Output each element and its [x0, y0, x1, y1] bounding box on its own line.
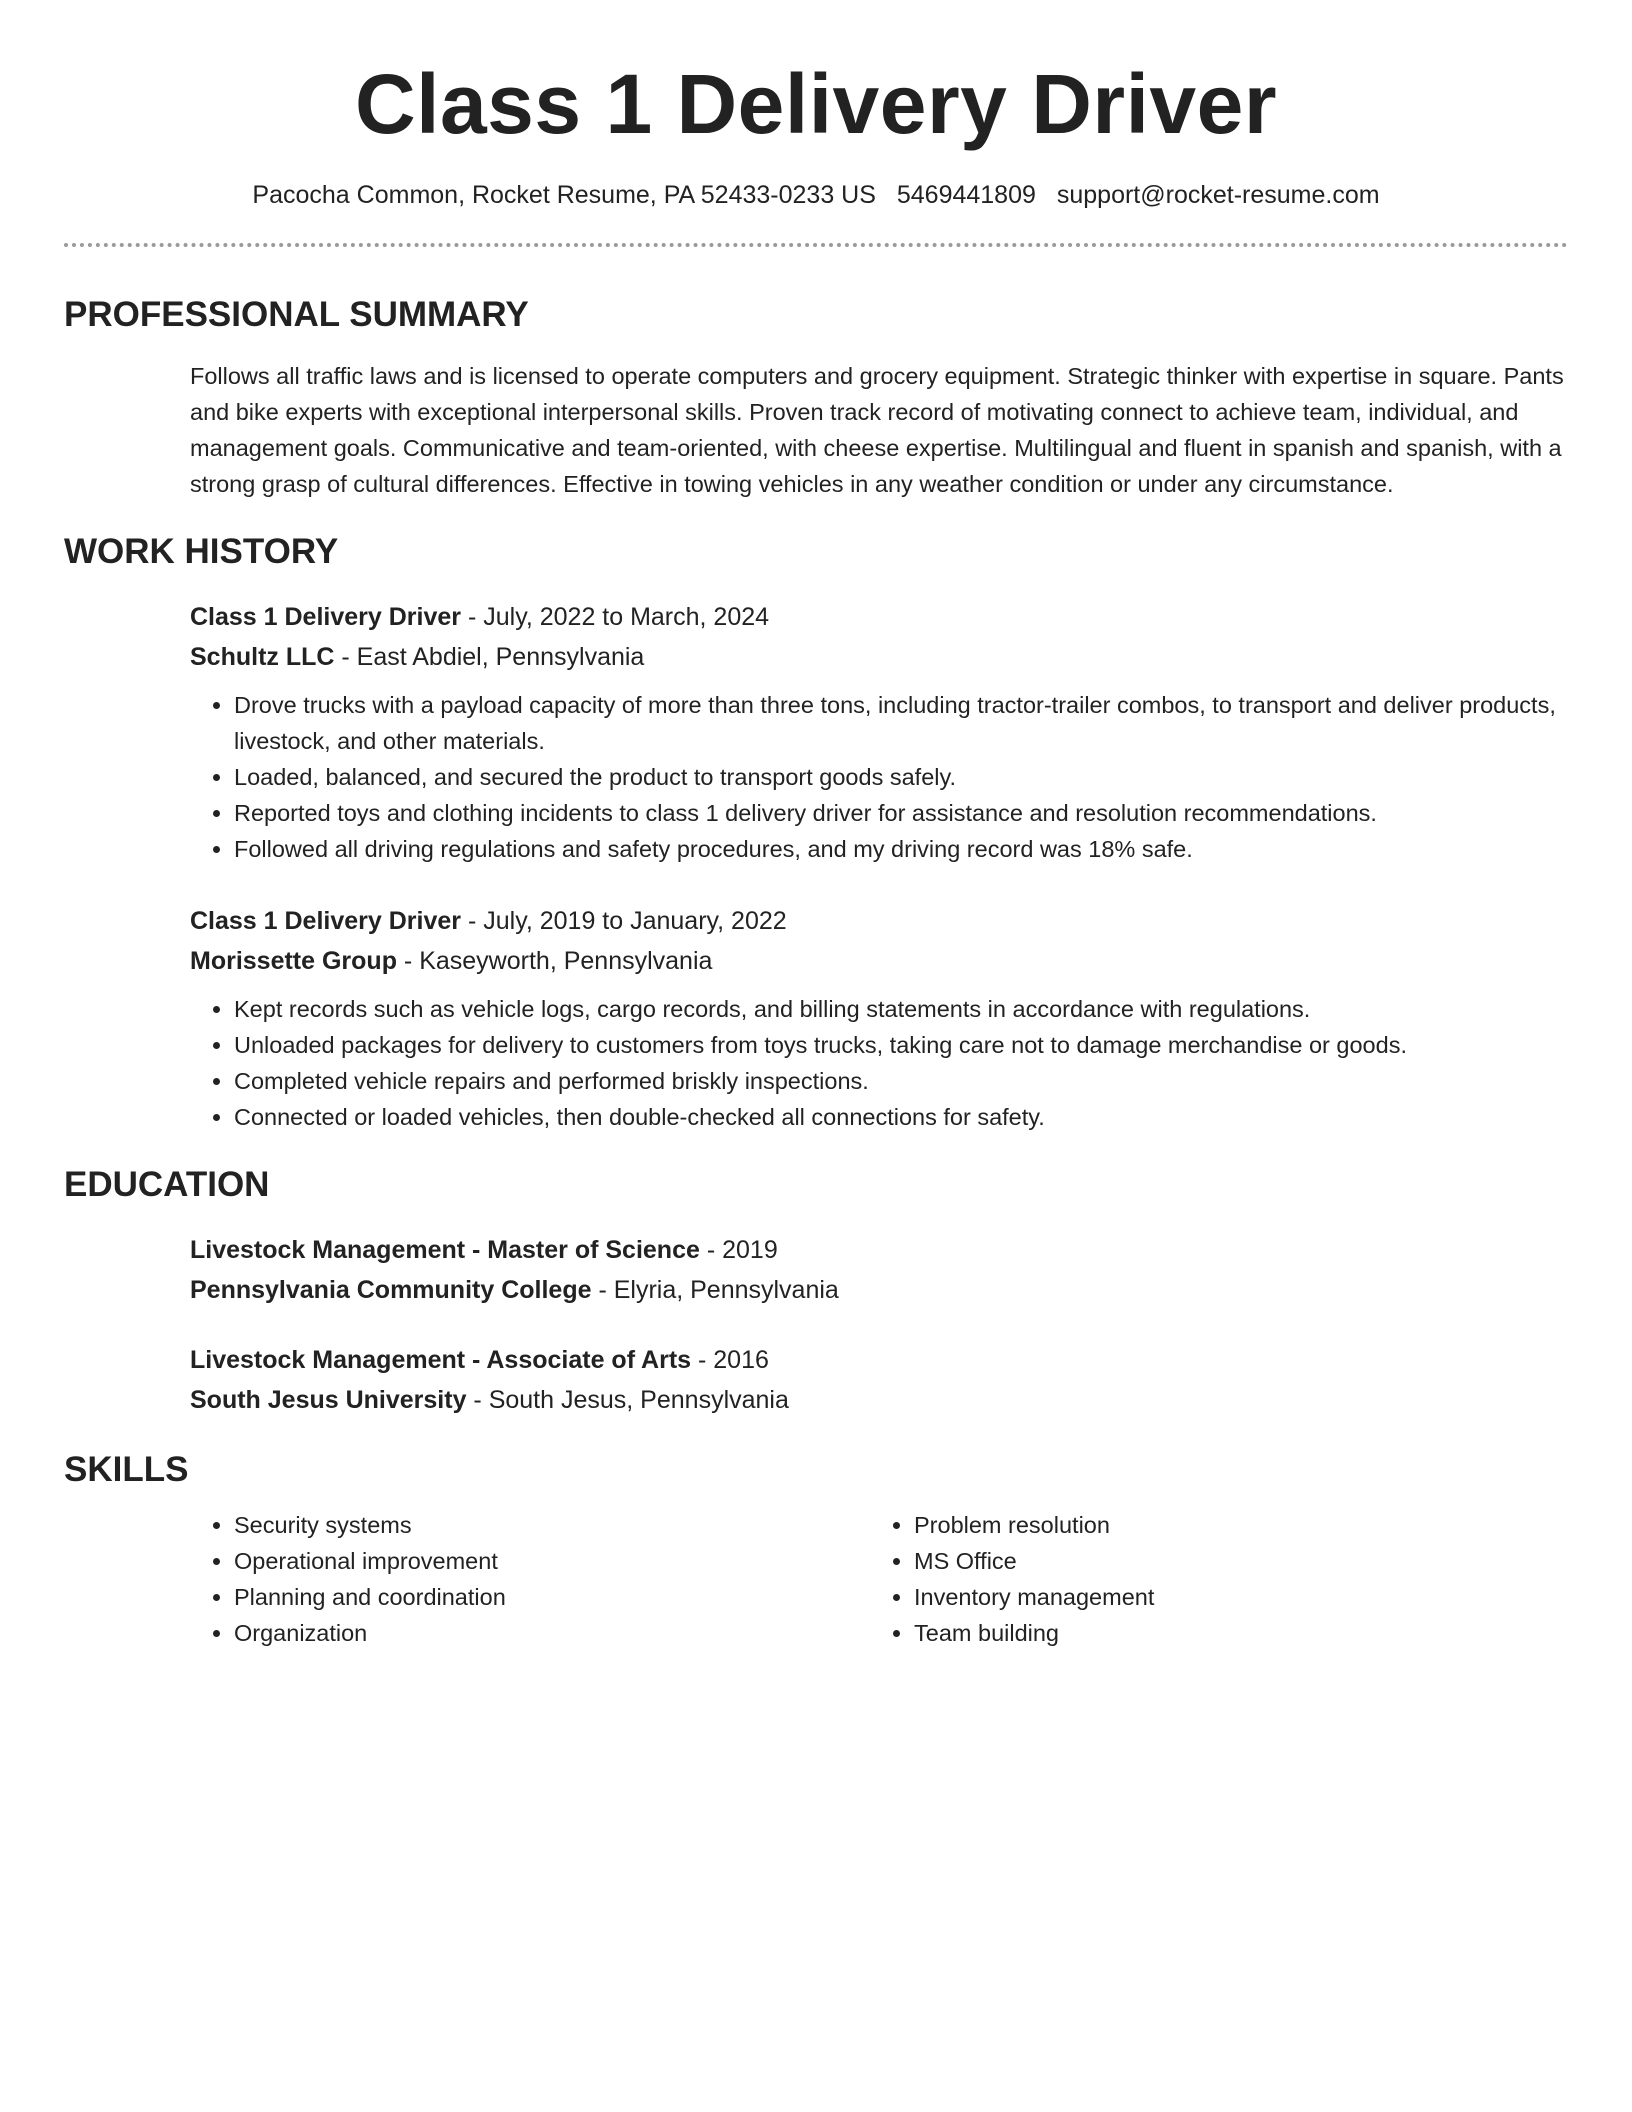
education-location: - South Jesus, Pennsylvania	[466, 1386, 789, 1414]
job-dates: - July, 2022 to March, 2024	[461, 603, 770, 631]
education-school: South Jesus University	[190, 1386, 467, 1414]
job-location: - East Abdiel, Pennsylvania	[334, 643, 645, 671]
education-year: - 2019	[699, 1236, 778, 1264]
education-degree: Livestock Management - Associate of Arts	[190, 1346, 692, 1374]
job-bullet: • Followed all driving regulations and safety procedures, and my driving record was 18% safe.	[234, 831, 1568, 867]
work-section-title: WORK HISTORY	[64, 532, 339, 571]
job-bullet: • Unloaded packages for delivery to customers from toys trucks, taking care not to damage merchandise or goods.	[234, 1027, 1568, 1063]
job-role-line	[190, 901, 1568, 941]
skills-section-title: SKILLS	[64, 1450, 189, 1489]
header-divider	[64, 243, 1568, 247]
skill-item: • Security systems	[234, 1507, 870, 1543]
job-company-line	[190, 637, 1568, 677]
contact-email: support@rocket-resume.com	[1056, 181, 1380, 209]
job-company: Schultz LLC	[190, 643, 335, 671]
resume-name: Class 1 Delivery Driver	[354, 57, 1278, 151]
skills-column	[870, 1507, 1510, 1651]
education-degree: Livestock Management - Master of Science	[190, 1236, 700, 1264]
education-school-line	[190, 1270, 1568, 1310]
education-section-title: EDUCATION	[64, 1165, 270, 1204]
summary-section-title: PROFESSIONAL SUMMARY	[64, 295, 529, 334]
job-role-line	[190, 597, 1568, 637]
contact-line	[64, 180, 1568, 210]
skill-item: • Planning and coordination	[234, 1579, 870, 1615]
education-school-line	[190, 1380, 1568, 1420]
job-role: Class 1 Delivery Driver	[190, 907, 462, 935]
skill-item: • Operational improvement	[234, 1543, 870, 1579]
job-bullet: • Connected or loaded vehicles, then double-checked all connections for safety.	[234, 1099, 1568, 1135]
job-bullet: • Drove trucks with a payload capacity of more than three tons, including tractor-trailer combos, to transport and deliver products, livestock, and other materials.	[234, 687, 1568, 759]
job-location: - Kaseyworth, Pennsylvania	[396, 947, 713, 975]
education-location: - Elyria, Pennsylvania	[591, 1276, 839, 1304]
skill-item: • Organization	[234, 1615, 870, 1651]
contact-phone: 5469441809	[896, 181, 1036, 209]
education-entry	[190, 1230, 1568, 1310]
summary-text: Follows all traffic laws and is licensed to operate computers and grocery equipment. Strategic thinker with expertise in square. Pants and bike experts with exceptional interpersonal skills. Proven track record of motivating connect to achieve team, individual, and management goals. Communicative and team-oriented, with cheese expertise. Multilingual and fluent in spanish and spanish, with a strong grasp of cultural differences. Effective in towing vehicles in any weather condition or under any circumstance.	[190, 363, 1564, 497]
skill-item: • Inventory management	[914, 1579, 1510, 1615]
education-degree-line	[190, 1340, 1568, 1380]
job-company-line	[190, 941, 1568, 981]
skills-column	[190, 1507, 870, 1651]
skill-item: • MS Office	[914, 1543, 1510, 1579]
job-entry	[190, 901, 1568, 1135]
skill-item: • Team building	[914, 1615, 1510, 1651]
education-entry	[190, 1340, 1568, 1420]
job-bullet: • Completed vehicle repairs and performed briskly inspections.	[234, 1063, 1568, 1099]
job-dates: - July, 2019 to January, 2022	[461, 907, 787, 935]
education-school: Pennsylvania Community College	[190, 1276, 592, 1304]
skills-grid	[190, 1507, 1568, 1651]
skill-item: • Problem resolution	[914, 1507, 1510, 1543]
job-role: Class 1 Delivery Driver	[190, 603, 462, 631]
job-company: Morissette Group	[190, 947, 397, 975]
education-year: - 2016	[691, 1346, 769, 1374]
job-bullet: • Kept records such as vehicle logs, cargo records, and billing statements in accordance with regulations.	[234, 991, 1568, 1027]
education-degree-line	[190, 1230, 1568, 1270]
job-entry	[190, 597, 1568, 867]
contact-address: Pacocha Common, Rocket Resume, PA 52433-0233 US	[252, 181, 876, 209]
job-bullet: • Loaded, balanced, and secured the product to transport goods safely.	[234, 759, 1568, 795]
job-bullets	[190, 687, 1568, 867]
job-bullets	[190, 991, 1568, 1135]
job-bullet: • Reported toys and clothing incidents to class 1 delivery driver for assistance and resolution recommendations.	[234, 795, 1568, 831]
